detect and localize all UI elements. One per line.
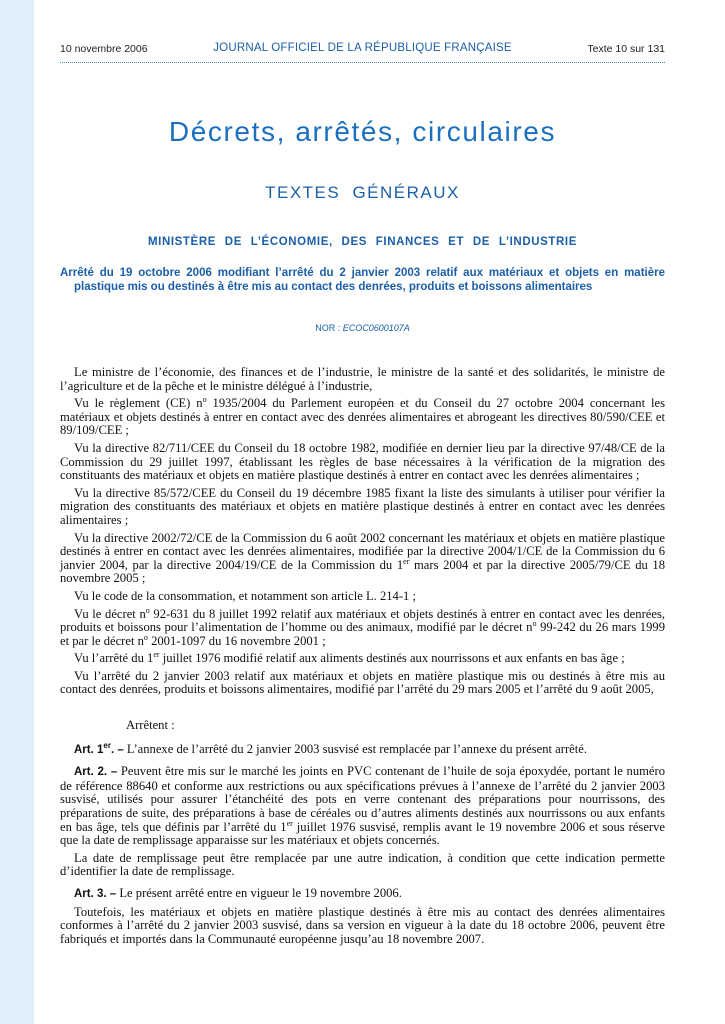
arrete-title: Arrêté du 19 octobre 2006 modifiant l’arrêté du 2 janvier 2003 relatif aux matériaux et objets en matière plastique mis ou destinés à être mis au contact des denrées, produits et boissons alimentaires	[60, 267, 665, 293]
preamble-paragraph: Le ministre de l’économie, des finances et de l’industrie, le ministre de la santé et des solidarités, le ministre de l’agriculture et de la pêche et le ministre délégué à l’industrie,	[60, 365, 665, 393]
article-3-paragraph-2: Toutefois, les matériaux et objets en matière plastique destinés à être mis au contact des denrées alimentaires conformes à l’arrêté du 2 janvier 2003 susvisé, dans sa version en vigueur à la date du 18 octobre 2006, peuvent être fabriqués et importés dans la Communauté européenne jusqu’au 18 novembre 2007.	[60, 904, 665, 946]
vu-directive-82-paragraph: Vu la directive 82/711/CEE du Conseil du 18 octobre 1982, modifiée en dernier lieu par la directive 97/48/CE de la Commission du 29 juillet 1997, établissant les règles de base nécessaires à la vérification de la migration des constituants des matériaux et objets en matière plastique destinés à entrer en contact avec les denrées alimentaires ;	[60, 440, 665, 483]
article-1-label: Art. 1er. –	[74, 740, 124, 756]
article-2-label: Art. 2. –	[74, 766, 118, 779]
vu-decret-paragraph: Vu le décret $n^o$ 92-631 du 8 juillet 1992 relatif aux matériaux et objets destinés à entrer en contact avec les denrées, produits et boissons pour l’alimentation de l’homme ou des animaux, modifié par le décret $n^o$ 99-242 du 26 mars 1999 et par le décret $n^o$ 2001-1097 du 16 novembre 2001 ;	[60, 605, 665, 648]
nor-code: ECOC0600107A	[342, 323, 410, 333]
vu-directive-85-paragraph: Vu la directive 85/572/CEE du Conseil du 19 décembre 1985 fixant la liste des simulants à utiliser pour vérifier la migration des constituants des matériaux et objets en matière plastique destinés à entrer en contact avec les denrées alimentaires ;	[60, 485, 665, 527]
vu-arrete-1976-paragraph: Vu l’arrêté du 1er juillet 1976 modifié relatif aux aliments destinés aux nourrissons et aux enfants en bas âge ;	[74, 650, 625, 666]
ministry-heading: MINISTÈRE DE L’ÉCONOMIE, DES FINANCES ET DE L’INDUSTRIE	[147, 236, 577, 248]
page-header	[60, 43, 665, 59]
article-3: Art. 3. – Le présent arrêté entre en vigueur le 19 novembre 2006.	[74, 886, 402, 900]
vu-code-paragraph: Vu le code de la consommation, et notamment son article L. 214-1 ;	[74, 588, 416, 603]
vu-directive-2002-paragraph: Vu la directive 2002/72/CE de la Commission du 6 août 2002 concernant les matériaux et objets en matière plastique destinés à entrer en contact avec les denrées alimentaires, modifiée par la directive 2004/1/CE de la Commission du 6 janvier 2004, par la directive 2004/19/CE de la Commission du 1er mars 2004 et par la directive 2005/79/CE du 18 novembre 2005 ;	[60, 530, 665, 586]
nor-reference	[60, 323, 665, 333]
section-title: Décrets, arrêtés, circulaires	[168, 116, 557, 147]
left-margin-bar	[0, 0, 34, 1024]
article-3-label: Art. 3. –	[74, 888, 117, 900]
arretent-heading: Arrêtent :	[126, 718, 175, 733]
nor-label: NOR :	[315, 323, 341, 333]
header-text-number: Texte 10 sur 131	[587, 43, 665, 55]
article-2-paragraph-2: La date de remplissage peut être remplacée par une autre indication, à condition que cette indication permette d’identifier la date de remplissage.	[60, 850, 665, 879]
sub-title: TEXTES GÉNÉRAUX	[265, 183, 460, 202]
header-divider	[60, 62, 665, 63]
document-body	[60, 366, 665, 950]
vu-reglement-paragraph: Vu le règlement (CE) $n^o$ 1935/2004 du Parlement européen et du Conseil du 27 octobre 2004 concernant les matériaux et objets destinés à entrer en contact avec des denrées alimentaires et abrogeant les directives 80/590/CEE et 89/109/CEE ;	[60, 395, 665, 438]
article-2: Art. 2. – Peuvent être mis sur le marché les joints en PVC contenant de l’huile de soja époxydée, portant le numéro de référence 88640 et conforme aux restrictions ou aux spécifications prévues à l’annexe de l’arrêté du 2 janvier 2003 susvisé, utilisés pour assurer l’étanchéité des pots en verre contenant des préparations pour nourrissons, des préparations de suite, des préparations à base de céréales ou d’autres aliments destinés aux nourrissons ou aux enfants en bas âge, tels que définis par l’arrêté du 1er juillet 1976 susvisé, remplis avant le 19 novembre 2006 et sous réserve que la date de remplissage apparaisse sur les matériaux et objets concernés.	[60, 764, 666, 848]
header-date: 10 novembre 2006	[60, 43, 148, 55]
vu-arrete-2003-paragraph: Vu l’arrêté du 2 janvier 2003 relatif aux matériaux et objets en matière plastique mis ou destinés à être mis au contact des denrées, produits et boissons alimentaires, modifié par l’arrêté du 29 mars 2005 et l’arrêté du 9 août 2005,	[60, 668, 665, 697]
header-journal-name: JOURNAL OFFICIEL DE LA RÉPUBLIQUE FRANÇAISE	[213, 42, 512, 54]
article-1: Art. 1er. – L’annexe de l’arrêté du 2 janvier 2003 susvisé est remplacée par l’annexe du présent arrêté.	[74, 740, 587, 756]
